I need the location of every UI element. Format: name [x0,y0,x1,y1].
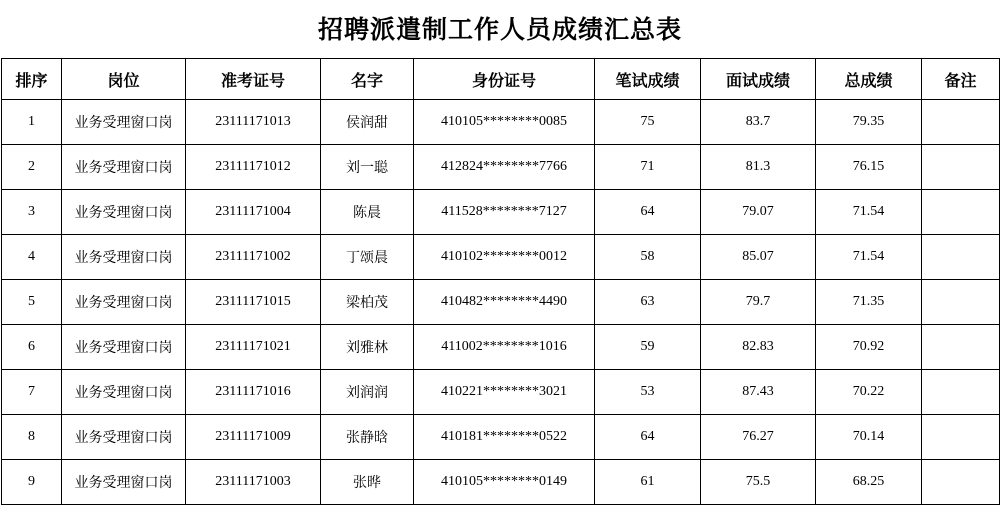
table-row [2,415,1000,460]
cell-post: 业务受理窗口岗 [62,280,186,325]
cell-remark [922,460,1000,505]
cell-ticket: 23111171002 [186,235,321,280]
cell-written: 75 [595,100,701,145]
cell-remark [922,325,1000,370]
cell-post: 业务受理窗口岗 [62,100,186,145]
cell-total: 71.35 [816,280,922,325]
cell-interview: 76.27 [701,415,816,460]
cell-rank: 1 [2,100,62,145]
cell-remark [922,145,1000,190]
cell-name: 张静晗 [321,415,414,460]
cell-remark [922,235,1000,280]
cell-written: 64 [595,190,701,235]
cell-ticket: 23111171004 [186,190,321,235]
cell-name: 丁颂晨 [321,235,414,280]
table-row [2,325,1000,370]
cell-interview: 83.7 [701,100,816,145]
table-body [2,100,1000,505]
table-row [2,190,1000,235]
cell-remark [922,190,1000,235]
cell-total: 70.22 [816,370,922,415]
cell-rank: 6 [2,325,62,370]
cell-id: 411528********7127 [414,190,595,235]
cell-ticket: 23111171013 [186,100,321,145]
table-row [2,370,1000,415]
cell-name: 侯润甜 [321,100,414,145]
cell-ticket: 23111171012 [186,145,321,190]
cell-id: 410105********0149 [414,460,595,505]
cell-name: 陈晨 [321,190,414,235]
cell-id: 412824********7766 [414,145,595,190]
cell-id: 410102********0012 [414,235,595,280]
cell-interview: 87.43 [701,370,816,415]
cell-interview: 75.5 [701,460,816,505]
cell-remark [922,100,1000,145]
cell-total: 70.14 [816,415,922,460]
cell-total: 71.54 [816,190,922,235]
cell-remark [922,370,1000,415]
column-header-written: 笔试成绩 [595,59,701,100]
cell-post: 业务受理窗口岗 [62,460,186,505]
cell-written: 64 [595,415,701,460]
column-header-remark: 备注 [922,59,1000,100]
table-row [2,145,1000,190]
cell-id: 411002********1016 [414,325,595,370]
cell-name: 刘润润 [321,370,414,415]
cell-rank: 5 [2,280,62,325]
cell-written: 61 [595,460,701,505]
cell-post: 业务受理窗口岗 [62,235,186,280]
cell-total: 79.35 [816,100,922,145]
cell-written: 71 [595,145,701,190]
table-row [2,280,1000,325]
cell-id: 410221********3021 [414,370,595,415]
column-header-interview: 面试成绩 [701,59,816,100]
cell-written: 53 [595,370,701,415]
page-title: 招聘派遣制工作人员成绩汇总表 [317,17,682,44]
table-row [2,235,1000,280]
cell-post: 业务受理窗口岗 [62,370,186,415]
column-header-name: 名字 [321,59,414,100]
cell-post: 业务受理窗口岗 [62,145,186,190]
cell-written: 58 [595,235,701,280]
column-header-rank: 排序 [2,59,62,100]
table-row [2,100,1000,145]
cell-rank: 7 [2,370,62,415]
cell-remark [922,415,1000,460]
cell-total: 71.54 [816,235,922,280]
cell-ticket: 23111171003 [186,460,321,505]
cell-remark [922,280,1000,325]
cell-rank: 3 [2,190,62,235]
cell-written: 63 [595,280,701,325]
cell-written: 59 [595,325,701,370]
cell-ticket: 23111171021 [186,325,321,370]
cell-interview: 82.83 [701,325,816,370]
table-row [2,460,1000,505]
cell-post: 业务受理窗口岗 [62,415,186,460]
cell-name: 张晔 [321,460,414,505]
cell-name: 刘雅林 [321,325,414,370]
cell-ticket: 23111171016 [186,370,321,415]
column-header-id: 身份证号 [414,59,595,100]
cell-post: 业务受理窗口岗 [62,325,186,370]
cell-ticket: 23111171015 [186,280,321,325]
cell-interview: 79.7 [701,280,816,325]
cell-rank: 2 [2,145,62,190]
cell-id: 410105********0085 [414,100,595,145]
column-header-post: 岗位 [62,59,186,100]
column-header-ticket: 准考证号 [186,59,321,100]
results-table [1,58,1000,505]
cell-ticket: 23111171009 [186,415,321,460]
cell-id: 410482********4490 [414,280,595,325]
cell-id: 410181********0522 [414,415,595,460]
cell-interview: 81.3 [701,145,816,190]
cell-rank: 8 [2,415,62,460]
cell-interview: 85.07 [701,235,816,280]
cell-interview: 79.07 [701,190,816,235]
cell-total: 76.15 [816,145,922,190]
cell-rank: 9 [2,460,62,505]
cell-post: 业务受理窗口岗 [62,190,186,235]
cell-total: 68.25 [816,460,922,505]
cell-total: 70.92 [816,325,922,370]
column-header-total: 总成绩 [816,59,922,100]
cell-name: 刘一聪 [321,145,414,190]
table-header-row [2,59,1000,100]
cell-rank: 4 [2,235,62,280]
cell-name: 梁柏茂 [321,280,414,325]
